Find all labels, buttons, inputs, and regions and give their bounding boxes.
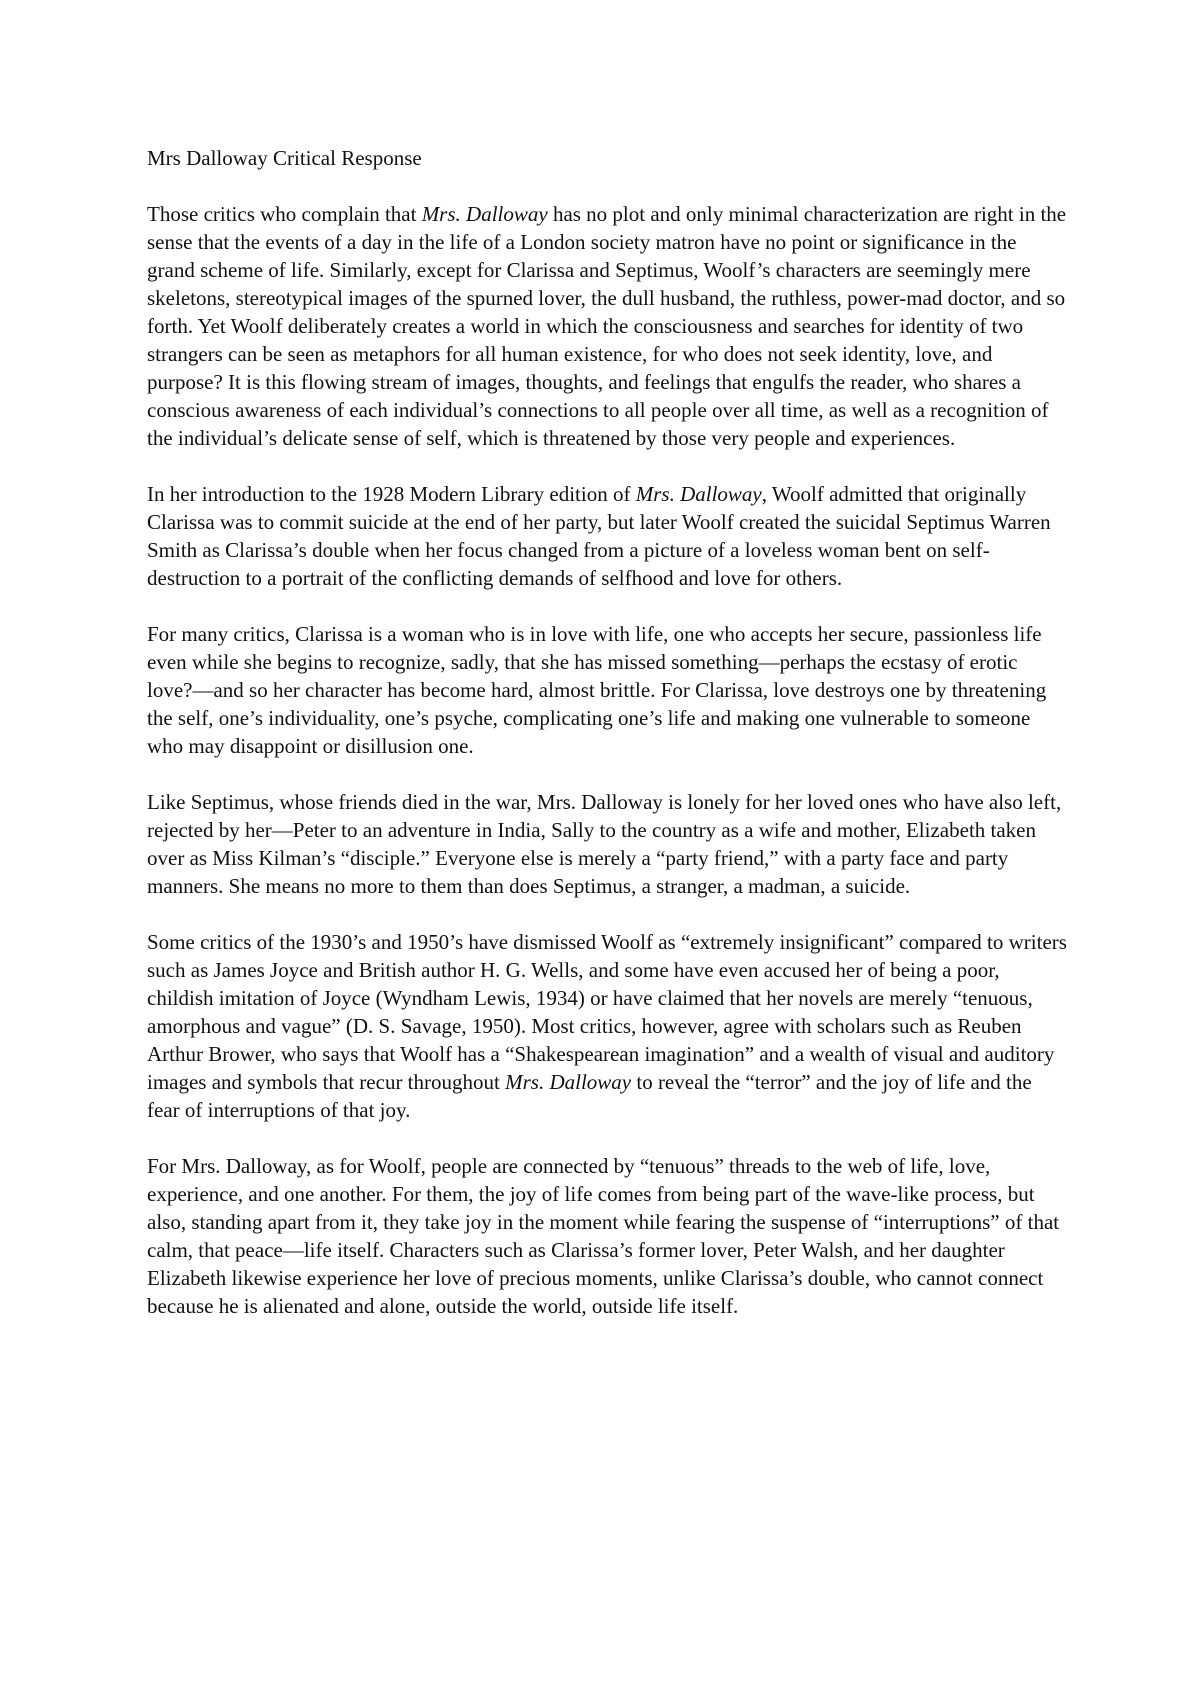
paragraph-6-text: For Mrs. Dalloway, as for Woolf, people are connected by “tenuous” threads to the web of life, love, experience, and one another. For them, the joy of life comes from being part of the wave-like process, but also, standing apart from it, they take joy in the moment while fearing the suspense of “interruptions” of that calm, that peace—life itself. Characters such as Clarissa’s former lover, Peter Walsh, and her daughter Elizabeth likewise experience her love of precious moments, unlike Clarissa’s double, who cannot connect because he is alienated and alone, outside the world, outside life itself. bbox=[147, 1154, 1060, 1318]
paragraph-2-text-1: In her introduction to the 1928 Modern Library edition of bbox=[147, 482, 636, 506]
paragraph-4-text: Like Septimus, whose friends died in the war, Mrs. Dalloway is lonely for her loved ones who have also left, rejected by her—Peter to an adventure in India, Sally to the country as a wife and mother, Elizabeth taken over as Miss Kilman’s “disciple.” Everyone else is merely a “party friend,” with a party face and party manners. She means no more to them than does Septimus, a stranger, a madman, a suicide. bbox=[147, 790, 1062, 898]
paragraph-1 bbox=[147, 200, 1067, 452]
paragraph-6 bbox=[147, 1152, 1067, 1320]
paragraph-5-text-1: Some critics of the 1930’s and 1950’s have dismissed Woolf as “extremely insignificant” compared to writers such as James Joyce and British author H. G. Wells, and some have even accused her of being a poor, childish imitation of Joyce (Wyndham Lewis, 1934) or have claimed that her novels are merely “tenuous, amorphous and vague” (D. S. Savage, 1950). Most critics, however, agree with scholars such as Reuben Arthur Brower, who says that Woolf has a “Shakespearean imagination” and a wealth of visual and auditory images and symbols that recur throughout bbox=[147, 930, 1067, 1094]
document-page bbox=[147, 144, 1067, 1348]
paragraph-5 bbox=[147, 928, 1067, 1124]
paragraph-2-text-2: , Woolf admitted that originally Clarissa was to commit suicide at the end of her party, but later Woolf created the suicidal Septimus Warren Smith as Clarissa’s double when her focus changed from a picture of a loveless woman bent on self-destruction to a portrait of the conflicting demands of selfhood and love for others. bbox=[147, 482, 1051, 590]
paragraph-1-text-2: has no plot and only minimal characterization are right in the sense that the events of a day in the life of a London society matron have no point or significance in the grand scheme of life. Similarly, except for Clarissa and Septimus, Woolf’s characters are seemingly mere skeletons, stereotypical images of the spurned lover, the dull husband, the ruthless, power-mad doctor, and so forth. Yet Woolf deliberately creates a world in which the consciousness and searches for identity of two strangers can be seen as metaphors for all human existence, for who does not seek identity, love, and purpose? It is this flowing stream of images, thoughts, and feelings that engulfs the reader, who shares a conscious awareness of each individual’s connections to all people over all time, as well as a recognition of the individual’s delicate sense of self, which is threatened by those very people and experiences. bbox=[147, 202, 1067, 450]
paragraph-5-text-2: to reveal the “terror” and the joy of life and the fear of interruptions of that joy. bbox=[147, 1070, 1032, 1122]
paragraph-4 bbox=[147, 788, 1067, 900]
paragraph-3 bbox=[147, 620, 1067, 760]
paragraph-3-text: For many critics, Clarissa is a woman who is in love with life, one who accepts her secure, passionless life even while she begins to recognize, sadly, that she has missed something—perhaps the ecstasy of erotic love?—and so her character has become hard, almost brittle. For Clarissa, love destroys one by threatening the self, one’s individuality, one’s psyche, complicating one’s life and making one vulnerable to someone who may disappoint or disillusion one. bbox=[147, 622, 1047, 758]
paragraph-1-text-1: Those critics who complain that bbox=[147, 202, 422, 226]
book-title-italic: Mrs. Dalloway bbox=[635, 482, 762, 506]
document-title: Mrs Dalloway Critical Response bbox=[147, 146, 422, 170]
paragraph-2 bbox=[147, 480, 1067, 592]
book-title-italic: Mrs. Dalloway bbox=[505, 1070, 632, 1094]
book-title-italic: Mrs. Dalloway bbox=[421, 202, 548, 226]
